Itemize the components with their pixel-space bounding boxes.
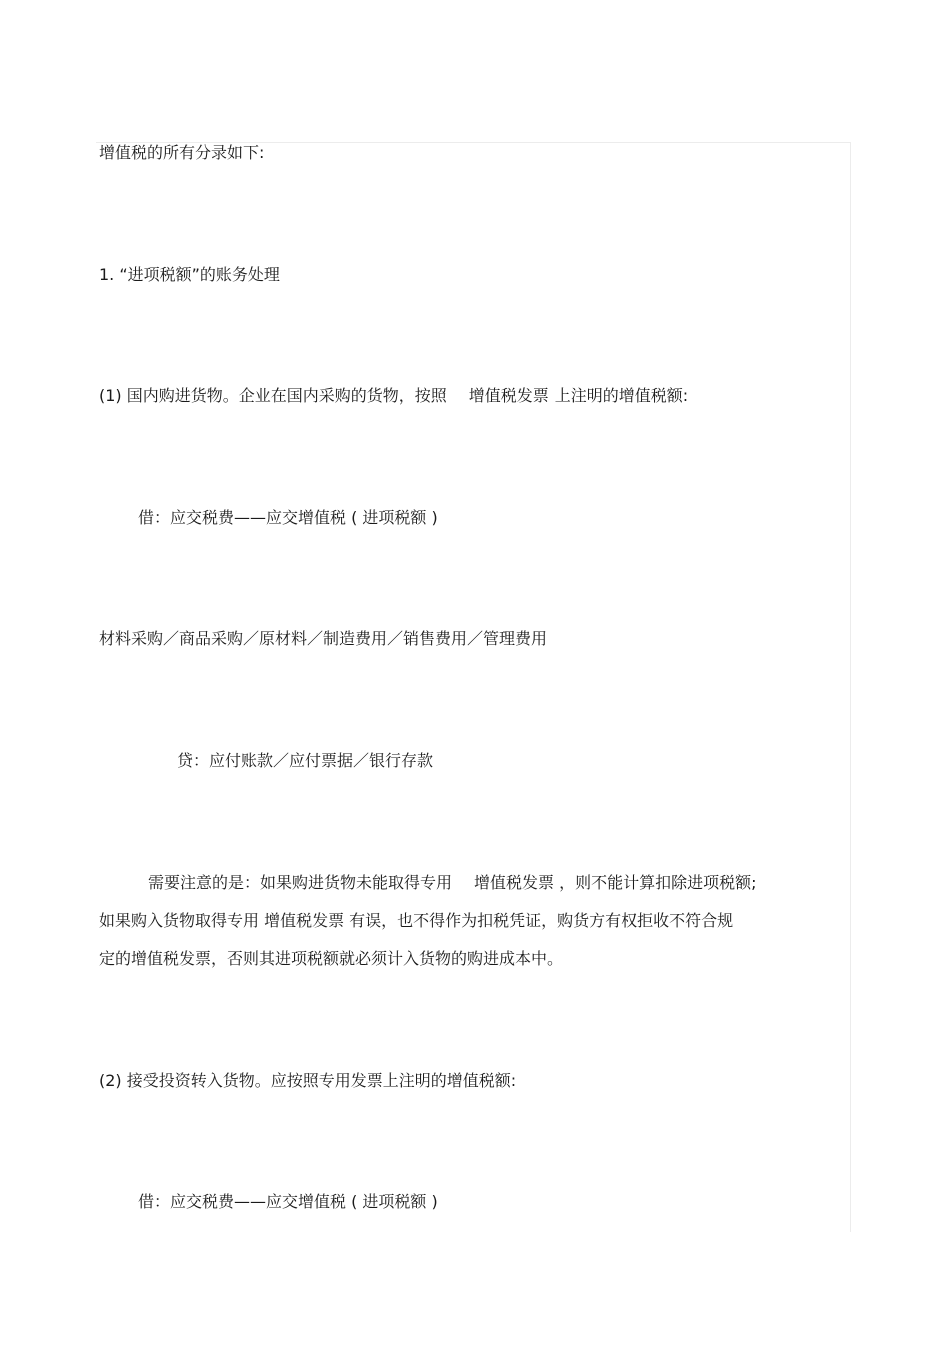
document-heading: 增值税的所有分录如下:: [99, 143, 265, 162]
item-1-text-b: 增值税发票: [468, 386, 549, 405]
entry-1-accounts: 材料采购／商品采购／原材料／制造费用／销售费用／管理费用: [99, 629, 548, 648]
item-1-domestic-purchase: [99, 386, 688, 406]
note-line-1-b: 增值税发票 ，则不能计算扣除进项税额;: [474, 873, 757, 892]
note-line-1: [148, 873, 757, 893]
item-1-text-a: (1) 国内购进货物。企业在国内采购的货物，按照: [99, 386, 447, 405]
entry-1-credit: 贷：应付账款／应付票据／银行存款: [177, 751, 434, 770]
note-line-2: 如果购入货物取得专用 增值税发票 有误，也不得作为扣税凭证，购货方有权拒收不符合规: [99, 911, 734, 930]
entry-1-debit: 借：应交税费——应交增值税 ( 进项税额 ): [138, 508, 438, 527]
page-frame: [96, 142, 851, 1232]
section-1-title: 1. “进项税额”的账务处理: [99, 265, 280, 284]
note-line-1-a: 需要注意的是：如果购进货物未能取得专用: [148, 873, 453, 892]
item-2-investment-goods: (2) 接受投资转入货物。应按照专用发票上注明的增值税额:: [99, 1071, 517, 1090]
note-line-3: 定的增值税发票，否则其进项税额就必须计入货物的购进成本中。: [99, 949, 564, 968]
entry-2-debit: 借：应交税费——应交增值税 ( 进项税额 ): [138, 1192, 438, 1211]
item-1-text-c: 上注明的增值税额:: [554, 386, 689, 405]
